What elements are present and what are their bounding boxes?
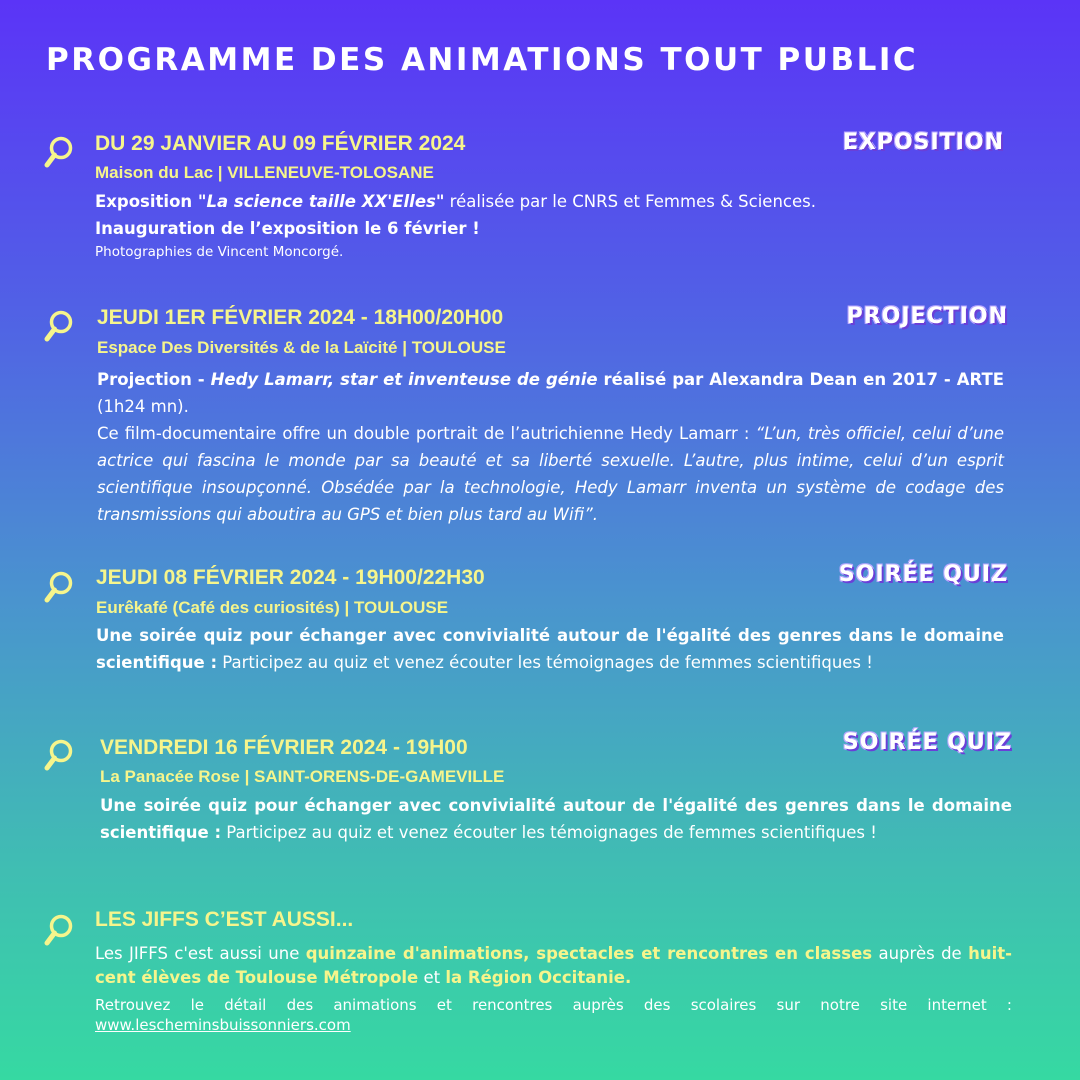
event-date: JEUDI 1ER FÉVRIER 2024 - 18H00/20H00 xyxy=(97,306,504,329)
magnifying-glass-icon xyxy=(44,913,74,949)
aussi-title: LES JIFFS C’EST AUSSI... xyxy=(95,908,354,931)
event-date: JEUDI 08 FÉVRIER 2024 - 19H00/22H30 xyxy=(96,566,485,589)
event-tag: SOIRÉE QUIZ xyxy=(838,562,1008,587)
event-venue: Eurêkafé (Café des curiosités) | TOULOUSE xyxy=(96,598,449,617)
magnifying-glass-icon xyxy=(44,135,74,171)
event-tag: PROJECTION xyxy=(846,304,1008,329)
event-date: VENDREDI 16 FÉVRIER 2024 - 19H00 xyxy=(100,736,468,759)
event-description: Projection - Hedy Lamarr, star et inventeuse de génie réalisé par Alexandra Dean en 2017 - ARTE (1h24 mn). Ce film-documentaire offre un double portrait de l’autrichienne Hedy Lamarr : “L’un, très officiel, celui d’une actrice qui fascina le monde par sa beauté et sa liberté sexuelle. L’autre, plus intime, celui d’un esprit scientifique insoupçonné. Obsédée par la technologie, Hedy Lamarr inventa un système de codage des transmissions qui aboutira au GPS et bien plus tard au Wifi”. xyxy=(97,370,1004,524)
photo-credit: Photographies de Vincent Moncorgé. xyxy=(95,244,344,260)
event-date: DU 29 JANVIER AU 09 FÉVRIER 2024 xyxy=(95,132,466,155)
event-description: Une soirée quiz pour échanger avec convivialité autour de l'égalité des genres dans le domaine scientifique : Participez au quiz et venez écouter les témoignages de femmes scientifiques ! xyxy=(100,796,1012,842)
event-venue: La Panacée Rose | SAINT-ORENS-DE-GAMEVILLE xyxy=(100,767,505,786)
magnifying-glass-icon xyxy=(44,738,74,774)
aussi-footer: Retrouvez le détail des animations et rencontres auprès des scolaires sur notre site internet : xyxy=(95,996,1012,1014)
event-description: Exposition "La science taille XX'Elles" réalisée par le CNRS et Femmes & Sciences. Inauguration de l’exposition le 6 février ! xyxy=(95,192,816,238)
aussi-description: Les JIFFS c'est aussi une quinzaine d'animations, spectacles et rencontres en classes auprès de huit-cent élèves de Toulouse Métropole et la Région Occitanie. xyxy=(95,944,1012,987)
event-description: Une soirée quiz pour échanger avec convivialité autour de l'égalité des genres dans le domaine scientifique : Participez au quiz et venez écouter les témoignages de femmes scientifiques ! xyxy=(96,626,1004,672)
magnifying-glass-icon xyxy=(44,570,74,606)
event-tag: SOIRÉE QUIZ xyxy=(842,730,1012,755)
page-title: PROGRAMME DES ANIMATIONS TOUT PUBLIC xyxy=(46,42,919,78)
event-tag: EXPOSITION xyxy=(842,130,1004,155)
website-link[interactable]: www.lescheminsbuissonniers.com xyxy=(95,1016,351,1034)
magnifying-glass-icon xyxy=(44,309,74,345)
event-venue: Maison du Lac | VILLENEUVE-TOLOSANE xyxy=(95,163,434,182)
event-venue: Espace Des Diversités & de la Laïcité | TOULOUSE xyxy=(97,338,506,357)
